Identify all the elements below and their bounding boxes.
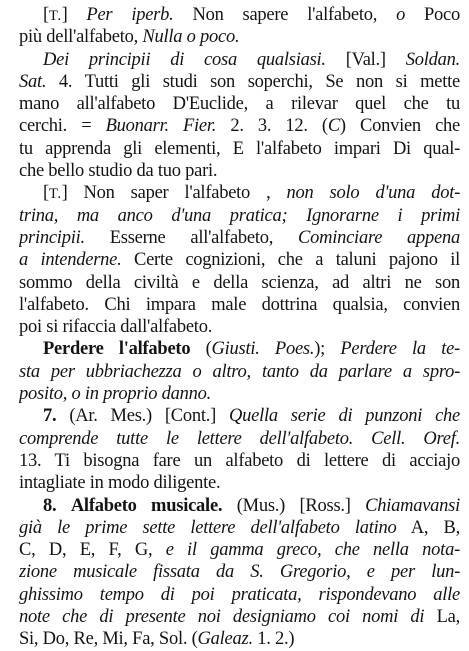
- text-line: [19, 338, 460, 360]
- text-line: [19, 606, 460, 628]
- italic-text: Cominciare appena: [298, 227, 460, 248]
- italic-text: note che di presente noi designiamo coi nomi di: [19, 607, 425, 628]
- roman-text: [: [43, 5, 49, 25]
- text-line: [19, 294, 460, 316]
- italic-text: zione musicale fissata da S. Gregorio, e per lun-: [19, 562, 460, 583]
- roman-text: mano all'alfabeto D'Euclide, a rilevar quel che tu: [19, 94, 460, 115]
- text-line: [19, 495, 460, 517]
- text-line: [19, 517, 460, 539]
- italic-text: Per iperb.: [86, 5, 174, 25]
- italic-text: e il gamma greco, che nella nota-: [165, 540, 460, 561]
- text-line: [19, 138, 460, 160]
- text-line: [19, 428, 460, 450]
- roman-text: ] Non saper l'alfabeto ,: [61, 183, 287, 204]
- entry-paragraph: [19, 405, 460, 494]
- text-line: [19, 26, 460, 48]
- entry-paragraph: [19, 49, 460, 183]
- text-line: [19, 249, 460, 271]
- text-line: [19, 160, 460, 182]
- roman-text: Esserne all'alfabeto,: [84, 227, 298, 248]
- text-line: [19, 472, 460, 494]
- roman-text: cerchi. =: [19, 116, 106, 137]
- roman-text: Non sapere l'alfabeto,: [173, 5, 397, 25]
- roman-text: La,: [424, 607, 460, 628]
- roman-text: Certe cognizioni, che a taluni pajono il: [121, 250, 460, 271]
- italic-text: non solo d'una dot-: [286, 183, 460, 204]
- italic-text: o: [396, 5, 406, 25]
- italic-text: ghissimo tempo di poi praticata, rispondevano alle: [19, 584, 460, 605]
- smallcaps-text: T.: [48, 8, 62, 24]
- roman-text: 1. 2.): [252, 629, 295, 650]
- roman-text: [: [43, 183, 49, 204]
- italic-text: Buonarr. Fier.: [105, 116, 217, 137]
- roman-text: [56, 496, 70, 516]
- italic-text: già le prime sette lettere dell'alfabeto latino: [19, 517, 397, 538]
- roman-text: Poco: [405, 5, 460, 25]
- text-line: [19, 182, 460, 204]
- italic-text: posito, o in proprio danno.: [19, 384, 211, 405]
- smallcaps-text: T.: [48, 186, 62, 203]
- italic-text: Dei principii di cosa qualsiasi.: [43, 49, 326, 70]
- roman-text: intagliate in modo diligente.: [19, 473, 221, 494]
- italic-text: Perdere la te-: [340, 339, 460, 360]
- text-line: [19, 227, 460, 249]
- roman-text: (Mus.) [Ross.]: [222, 495, 366, 516]
- roman-text: che bello studio da tuo pari.: [19, 161, 218, 182]
- roman-text: Si, Do, Re, Mi, Fa, Sol. (: [19, 629, 198, 650]
- roman-text: ) Convien che: [339, 116, 460, 137]
- italic-text: Chiamavansi: [365, 495, 460, 516]
- roman-text: sommo della civiltà e della scienza, ad altri ne son: [19, 272, 460, 293]
- entry-paragraph: [19, 182, 460, 338]
- italic-text: Galeaz.: [197, 629, 253, 650]
- text-line: [19, 71, 460, 93]
- roman-text: 4. Tutti gli studi son soperchi, Se non si mette: [46, 71, 460, 92]
- italic-text: sta per ubbriachezza o altro, tanto da parlare a spro-: [19, 361, 460, 382]
- text-line: [19, 205, 460, 227]
- roman-text: più dell'alfabeto,: [19, 27, 143, 48]
- italic-text: Nulla o poco.: [142, 27, 240, 48]
- roman-text: poi si rifaccia dall'alfabeto.: [19, 317, 213, 338]
- text-line: [19, 93, 460, 115]
- entry-paragraph: [19, 338, 460, 405]
- bold-text: 8.: [43, 495, 57, 516]
- italic-text: C: [327, 116, 340, 137]
- roman-text: (: [190, 339, 212, 360]
- roman-text: C, D, E, F, G,: [19, 540, 166, 561]
- italic-text: Sat.: [19, 71, 47, 92]
- italic-text: a intenderne.: [19, 250, 122, 271]
- bold-text: 7.: [43, 406, 57, 427]
- text-line: [19, 316, 460, 338]
- text-line: [19, 4, 460, 26]
- text-line: [19, 272, 460, 294]
- bold-text: Perdere l'alfabeto: [43, 339, 191, 360]
- text-line: [19, 361, 460, 383]
- text-line: [19, 584, 460, 606]
- text-line: [19, 561, 460, 583]
- roman-text: tu apprenda gli elementi, E l'alfabeto impari Di qual-: [19, 138, 460, 159]
- text-line: [19, 450, 460, 472]
- roman-text: 2. 3. 12. (: [216, 116, 328, 137]
- text-line: [19, 49, 460, 71]
- italic-text: trina, ma anco d'una pratica; Ignorarne i primi: [19, 205, 460, 226]
- entry-paragraph: [19, 4, 460, 49]
- text-line: [19, 405, 460, 427]
- roman-text: );: [314, 339, 341, 360]
- roman-text: (Ar. Mes.) [Cont.]: [56, 406, 230, 427]
- text-line: [19, 628, 460, 650]
- italic-text: Giusti. Poes.: [211, 339, 315, 360]
- italic-text: comprende tutte le lettere dell'alfabeto. Cell. Oref.: [19, 428, 460, 449]
- text-line: [19, 383, 460, 405]
- text-line: [19, 539, 460, 561]
- entry-paragraph: [19, 495, 460, 651]
- roman-text: A, B,: [396, 517, 460, 538]
- italic-text: Soldan.: [405, 49, 460, 70]
- roman-text: ]: [61, 5, 87, 25]
- text-line: [19, 115, 460, 137]
- roman-text: 13. Ti bisogna fare un alfabeto di lettere di acciajo: [19, 450, 460, 471]
- bold-text: Alfabeto musicale.: [70, 495, 223, 516]
- italic-text: principii.: [19, 227, 85, 248]
- roman-text: l'alfabeto. Chi impara male dottrina qualsia, convien: [19, 294, 460, 315]
- italic-text: Quella serie di punzoni che: [229, 406, 460, 427]
- roman-text: [Val.]: [325, 49, 406, 70]
